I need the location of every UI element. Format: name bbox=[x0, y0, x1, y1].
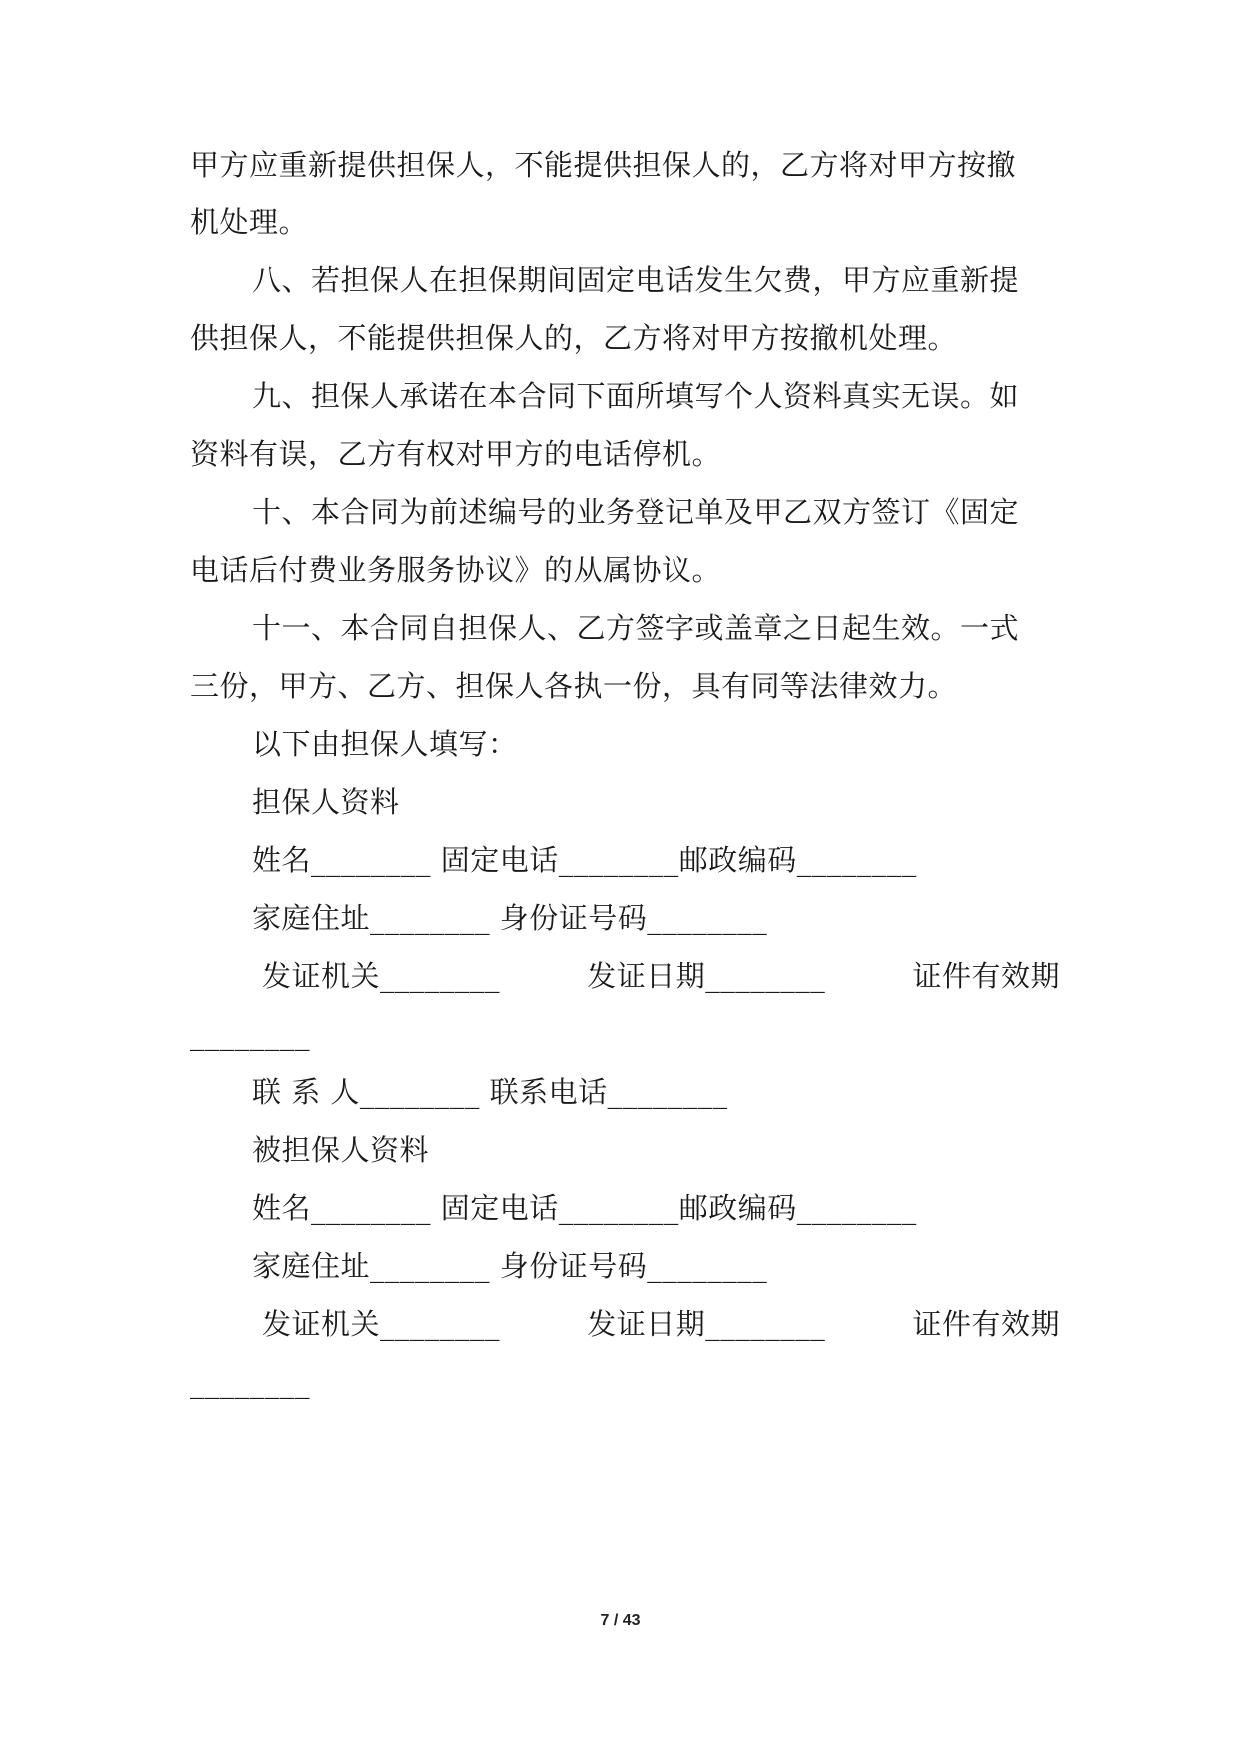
guarantor-issuing-fields bbox=[262, 956, 1060, 996]
paragraph-line: 资料有误，乙方有权对甲方的电话停机。 bbox=[190, 437, 722, 471]
guaranteed-name-phone-zip-fields: 姓名________ 固定电话________邮政编码________ bbox=[252, 1191, 917, 1225]
clause-8-line: 八、若担保人在担保期间固定电话发生欠费，甲方应重新提 bbox=[252, 263, 1020, 297]
guaranteed-issuing-fields bbox=[262, 1304, 1060, 1344]
clause-10-line: 十、本合同为前述编号的业务登记单及甲乙双方签订《固定 bbox=[252, 495, 1020, 529]
paragraph-line: 电话后付费业务服务协议》的从属协议。 bbox=[190, 553, 722, 587]
clause-9-line: 九、担保人承诺在本合同下面所填写个人资料真实无误。如 bbox=[252, 379, 1020, 413]
guarantor-address-id-fields: 家庭住址________ 身份证号码________ bbox=[252, 901, 768, 935]
paragraph-line: 机处理。 bbox=[190, 205, 309, 239]
validity-period-field: 证件有效期 bbox=[912, 959, 1060, 993]
validity-period-field: 证件有效期 bbox=[912, 1307, 1060, 1341]
issuing-authority-field: 发证机关________ bbox=[262, 959, 501, 993]
guarantor-contact-fields: 联 系 人________ 联系电话________ bbox=[252, 1075, 728, 1109]
guaranteed-party-section-heading: 被担保人资料 bbox=[252, 1133, 430, 1167]
issue-date-field: 发证日期________ bbox=[587, 1307, 826, 1341]
paragraph-line: 供担保人，不能提供担保人的，乙方将对甲方按撤机处理。 bbox=[190, 321, 958, 355]
paragraph-line: 甲方应重新提供担保人，不能提供担保人的，乙方将对甲方按撤 bbox=[190, 148, 1017, 182]
validity-blank: ________ bbox=[190, 1365, 310, 1399]
issue-date-field: 发证日期________ bbox=[587, 959, 826, 993]
guarantor-name-phone-zip-fields: 姓名________ 固定电话________邮政编码________ bbox=[252, 843, 917, 877]
guarantor-section-heading: 担保人资料 bbox=[252, 785, 400, 819]
validity-blank: ________ bbox=[190, 1017, 310, 1051]
page-number: 7 / 43 bbox=[600, 1612, 641, 1629]
clause-11-line: 十一、本合同自担保人、乙方签字或盖章之日起生效。一式 bbox=[252, 611, 1020, 645]
paragraph-line: 三份，甲方、乙方、担保人各执一份，具有同等法律效力。 bbox=[190, 669, 958, 703]
issuing-authority-field: 发证机关________ bbox=[262, 1307, 501, 1341]
guaranteed-address-id-fields: 家庭住址________ 身份证号码________ bbox=[252, 1249, 768, 1283]
fill-instruction: 以下由担保人填写： bbox=[252, 727, 518, 761]
